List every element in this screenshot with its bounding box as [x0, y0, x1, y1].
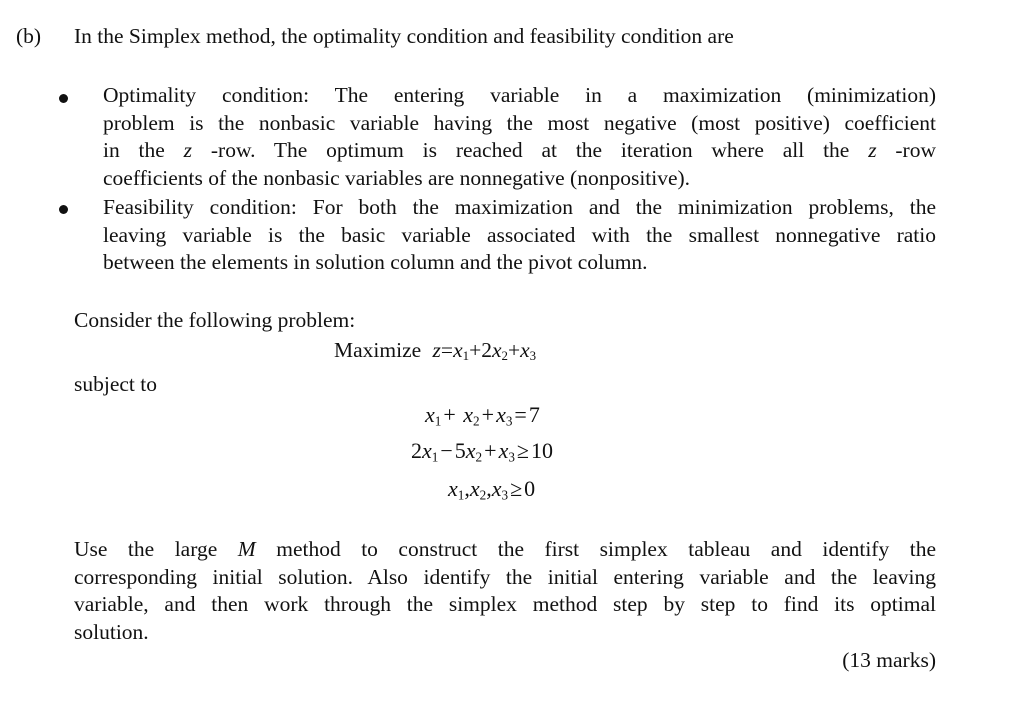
- subscript: 2: [475, 449, 483, 465]
- subscript: 1: [434, 413, 442, 429]
- constraint-3: [448, 476, 535, 502]
- text-line: [103, 137, 936, 165]
- m-variable: M: [237, 537, 256, 561]
- rhs-value: 10: [531, 438, 553, 463]
- x-variable: x: [422, 438, 432, 463]
- text-fragment: -row. The optimum is reached at the iteration where all the: [192, 138, 869, 163]
- text-line: problem is the nonbasic variable having the most negative (most positive) coefficient: [103, 110, 936, 135]
- coefficient: 5: [454, 438, 466, 463]
- comma: ,: [464, 476, 470, 501]
- text-line: coefficients of the nonbasic variables are nonnegative (nonpositive).: [103, 165, 691, 190]
- relation-sign: ≥: [510, 476, 523, 501]
- x-variable: x: [448, 476, 458, 501]
- subscript: 2: [501, 349, 508, 364]
- rhs-value: 7: [528, 402, 540, 427]
- text-line: solution.: [74, 619, 149, 644]
- comma: ,: [486, 476, 492, 501]
- bullet-dot-icon: [59, 94, 68, 103]
- plus-sign: +: [484, 438, 497, 463]
- subscript: 1: [462, 349, 470, 364]
- relation-sign: =: [514, 402, 527, 427]
- text-fragment: Use the large: [74, 537, 238, 561]
- text-line: Optimality condition: The entering variable in a maximization (minimization): [103, 83, 936, 107]
- text-line: between the elements in solution column and the pivot column.: [103, 250, 648, 275]
- constraint-1: [425, 402, 540, 428]
- x-variable: x: [425, 402, 435, 427]
- subscript: 3: [508, 449, 515, 465]
- x-variable: x: [496, 402, 506, 427]
- text-fragment: -row: [876, 138, 936, 163]
- subject-to-text: subject to: [74, 372, 157, 396]
- objective-function: [334, 338, 536, 363]
- subscript: 2: [473, 413, 480, 429]
- plus-sign: +: [481, 402, 495, 427]
- optimality-condition: [103, 82, 936, 192]
- x-variable: x: [453, 338, 463, 362]
- maximize-word: Maximize: [334, 338, 422, 362]
- text-line: Feasibility condition: For both the maximization and the minimization problems, the: [103, 195, 936, 219]
- x-variable: x: [463, 402, 474, 427]
- bullet-dot-icon: [59, 205, 68, 214]
- subscript: 1: [457, 487, 465, 503]
- x-variable: x: [491, 476, 502, 501]
- text-fragment: in the: [103, 138, 184, 163]
- x-variable: x: [520, 338, 530, 362]
- text-line: variable, and then work through the simplex method step by step to find its optimal: [74, 592, 936, 617]
- consider-text: Consider the following problem:: [74, 308, 356, 332]
- feasibility-condition: [103, 194, 936, 277]
- part-label: (b): [16, 24, 42, 48]
- subscript: 3: [505, 413, 513, 429]
- x-variable: x: [465, 438, 476, 463]
- z-variable: z: [183, 138, 193, 163]
- text-fragment: method to construct the first simplex tableau and identify the: [255, 537, 936, 561]
- task-paragraph: [74, 536, 936, 646]
- marks-label: (13 marks): [842, 648, 936, 672]
- z-variable: z: [868, 138, 877, 163]
- plus-sign: +: [469, 338, 482, 362]
- subscript: 2: [479, 487, 487, 503]
- plus-sign: +: [443, 402, 456, 427]
- equals-sign: =: [440, 338, 454, 362]
- subscript: 3: [501, 487, 509, 503]
- rhs-value: 0: [524, 476, 536, 501]
- x-variable: x: [469, 476, 480, 501]
- coefficient: 2: [481, 338, 492, 362]
- coefficient: 2: [411, 438, 422, 463]
- text-line: leaving variable is the basic variable associated with the smallest nonnegative ratio: [103, 222, 936, 247]
- constraint-2: [411, 438, 553, 464]
- x-variable: x: [491, 338, 502, 362]
- subscript: 1: [431, 449, 439, 465]
- plus-sign: +: [507, 338, 521, 362]
- text-line: [74, 536, 936, 564]
- subscript: 3: [529, 349, 537, 364]
- minus-sign: −: [440, 438, 453, 463]
- z-variable: z: [432, 338, 441, 362]
- text-line: corresponding initial solution. Also identify the initial entering variable and the leaving: [74, 564, 936, 589]
- intro-text: In the Simplex method, the optimality condition and feasibility condition are: [74, 24, 734, 48]
- relation-sign: ≥: [516, 438, 529, 463]
- x-variable: x: [498, 438, 509, 463]
